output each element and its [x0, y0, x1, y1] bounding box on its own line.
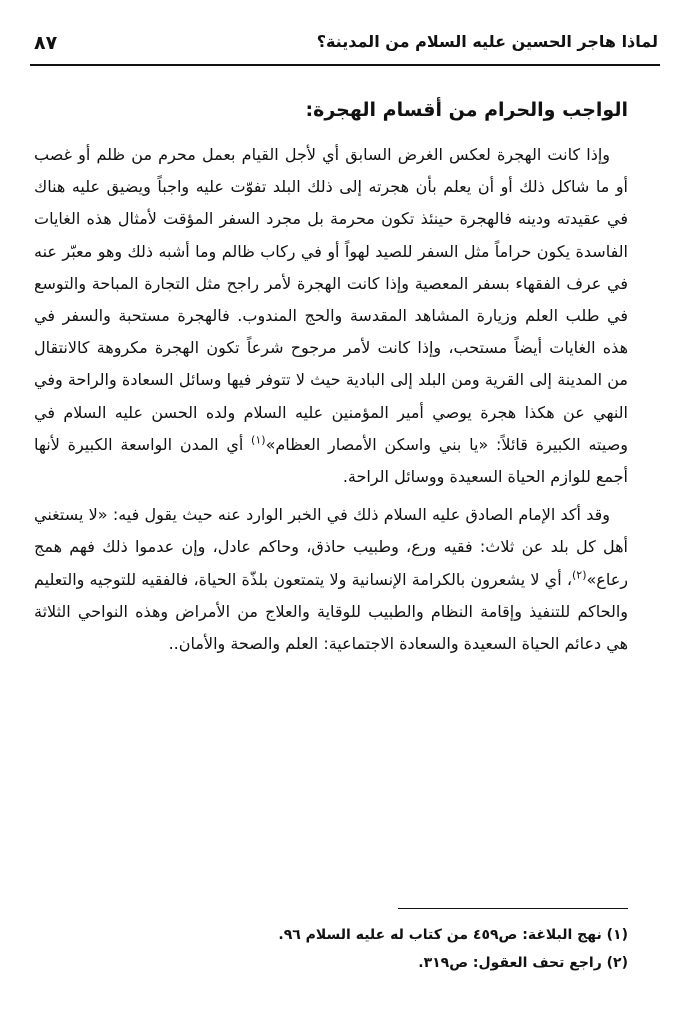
footnote-ref-2[interactable]: (٢) — [572, 568, 587, 582]
paragraph-2 — [34, 499, 628, 660]
footnote-1: (١) نهج البلاغة: ص٤٥٩ من كتاب له عليه السلام ٩٦. — [278, 927, 628, 943]
footnote-divider — [398, 908, 628, 909]
paragraph-1 — [34, 139, 628, 493]
page-number: ٨٧ — [34, 32, 58, 54]
paragraph-1-tail: أي المدن الواسعة الكبيرة لأنها أجمع للوازم الحياة السعيدة ووسائل الراحة. — [34, 434, 628, 487]
page-body — [34, 95, 628, 660]
paragraph-2-text: وقد أكد الإمام الصادق عليه السلام ذلك في الخبر الوارد عنه حيث يقول فيه: «لا يستغني أهل كل بلد عن ثلاث: فقيه ورع، وطبيب حاذق، وحاكم عادل، وإن عدموا ذلك فهم همج رعاع» — [34, 505, 628, 589]
running-title: لماذا هاجر الحسين عليه السلام من المدينة؟ — [316, 32, 658, 51]
page-header — [30, 30, 660, 66]
paragraph-2-tail: ، أي لا يشعرون بالكرامة الإنسانية ولا يتمتعون بلذّة الحياة، فالفقيه للتوجيه والتعليم والحاكم للتنفيذ وإقامة النظام والطبيب للوقاية والعلاج من الأمراض وهذه النواحي الثلاثة هي دعائم الحياة السعيدة والسعادة الاجتماعية: العلم والصحة والأمان.. — [34, 569, 628, 654]
paragraph-1-text: وإذا كانت الهجرة لعكس الغرض السابق أي لأجل القيام بعمل محرم من ظلم أو غصب أو ما شاكل ذلك أو أن يعلم بأن هجرته إلى ذلك البلد تفوّت عليه واجباً ويضيق عليه هناك في عقيدته ودينه فالهجرة حينئذ تكون محرمة بل مجرد السفر المؤقت لأمثال هذه الغايات الفاسدة يكون حراماً مثل السفر للصيد لهواً أو في ركاب ظالم وما أشبه ذلك وهو معبّر عنه في عرف الفقهاء بسفر المعصية وإذا كانت الهجرة لأمر راجح مثل التجارة المباحة والتوسع في طلب العلم وزيارة المشاهد المقدسة والحج المندوب. فالهجرة مستحبة والسفر في هذه الغايات أيضاً مستحب، وإذا كانت لأمر مرجوح شرعاً تكون الهجرة مكروهة كالانتقال من المدينة إلى القرية ومن البلد إلى البادية حيث لا تتوفر فيها وسائل السعادة والراحة وفي النهي عن هكذا هجرة يوصي أمير المؤمنين عليه السلام ولده الحسن عليه السلام في وصيته الكبيرة قائلاً: «يا بني واسكن الأمصار العظام» — [34, 145, 629, 454]
footnote-2: (٢) راجع تحف العقول: ص٣١٩. — [418, 955, 628, 971]
footnote-ref-1[interactable]: (١) — [251, 433, 266, 447]
footnotes — [34, 908, 628, 977]
section-heading: الواجب والحرام من أقسام الهجرة: — [305, 99, 628, 121]
